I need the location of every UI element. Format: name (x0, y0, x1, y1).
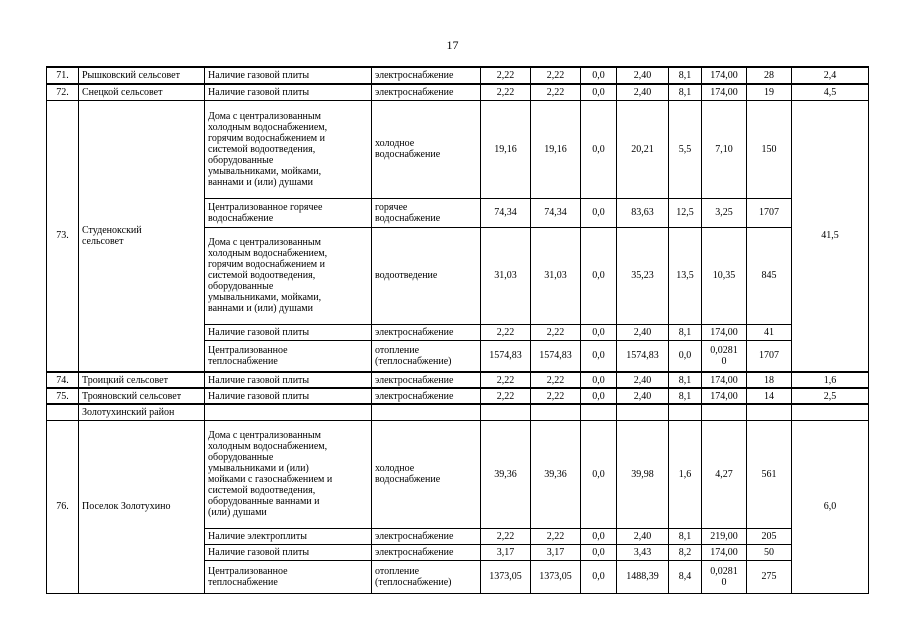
row-number: 73. (47, 100, 79, 372)
table-row (47, 372, 869, 388)
value-cell: 41,5 (792, 100, 869, 372)
utility-service: отопление (теплоснабжение) (372, 560, 481, 593)
page-number: 17 (446, 38, 459, 52)
row-number: 76. (47, 420, 79, 593)
empty-cell (372, 404, 481, 420)
improvement-description: Централизованное теплоснабжение (205, 340, 372, 372)
value-cell: 2,22 (531, 372, 581, 388)
value-cell: 2,22 (481, 528, 531, 544)
district-row (47, 404, 869, 420)
value-cell: 0,0 (581, 324, 617, 340)
value-cell: 0,0 (581, 420, 617, 528)
empty-cell (581, 404, 617, 420)
value-cell: 8,1 (669, 372, 702, 388)
improvement-description: Дома с централизованным холодным водоснабжением, горячим водоснабжением и системой водоотведения, оборудованные умывальниками, мойками, ваннами и (или) душами (205, 100, 372, 198)
value-cell: 19,16 (481, 100, 531, 198)
row-number: 74. (47, 372, 79, 388)
improvement-description: Наличие электроплиты (205, 528, 372, 544)
improvement-description: Дома с централизованным холодным водоснабжением, оборудованные умывальниками и (или) мойками с газоснабжением и системой водоотведения, оборудованные ваннами и (или) душами (205, 420, 372, 528)
table-row (47, 388, 869, 404)
value-cell: 174,00 (702, 67, 747, 84)
value-cell: 0,0 (581, 227, 617, 324)
improvement-description: Наличие газовой плиты (205, 544, 372, 560)
empty-cell (702, 404, 747, 420)
utility-service: электроснабжение (372, 324, 481, 340)
value-cell: 2,22 (481, 67, 531, 84)
value-cell: 39,36 (531, 420, 581, 528)
value-cell: 8,1 (669, 324, 702, 340)
value-cell: 14 (747, 388, 792, 404)
settlement-name: Трояновский сельсовет (79, 388, 205, 404)
value-cell: 0,0 (581, 340, 617, 372)
value-cell: 174,00 (702, 372, 747, 388)
value-cell: 0,0 (581, 544, 617, 560)
empty-cell (205, 404, 372, 420)
value-cell: 0,0 (581, 388, 617, 404)
value-cell: 2,22 (531, 388, 581, 404)
value-cell: 219,00 (702, 528, 747, 544)
utility-service: холодное водоснабжение (372, 420, 481, 528)
value-cell: 0,0 (581, 372, 617, 388)
value-cell: 18 (747, 372, 792, 388)
improvement-description: Централизованное горячее водоснабжение (205, 198, 372, 227)
empty-cell (481, 404, 531, 420)
value-cell: 2,40 (617, 84, 669, 100)
empty-cell (669, 404, 702, 420)
value-cell: 50 (747, 544, 792, 560)
value-cell: 1373,05 (531, 560, 581, 593)
value-cell: 8,1 (669, 84, 702, 100)
table-row (47, 100, 869, 198)
value-cell: 3,17 (531, 544, 581, 560)
row-number: 72. (47, 84, 79, 100)
value-cell: 19,16 (531, 100, 581, 198)
value-cell: 2,40 (617, 324, 669, 340)
table-row (47, 84, 869, 100)
district-name: Золотухинский район (79, 404, 205, 420)
value-cell: 3,17 (481, 544, 531, 560)
value-cell: 0,0 (581, 528, 617, 544)
value-cell: 2,22 (481, 84, 531, 100)
value-cell: 2,22 (531, 67, 581, 84)
table-row (47, 420, 869, 528)
value-cell: 7,10 (702, 100, 747, 198)
value-cell: 8,1 (669, 67, 702, 84)
value-cell: 39,36 (481, 420, 531, 528)
utility-service: электроснабжение (372, 84, 481, 100)
improvement-description: Наличие газовой плиты (205, 372, 372, 388)
row-number: 75. (47, 388, 79, 404)
value-cell: 3,43 (617, 544, 669, 560)
value-cell: 0,0 (581, 198, 617, 227)
value-cell: 1574,83 (481, 340, 531, 372)
value-cell: 0,0281 0 (702, 340, 747, 372)
value-cell: 0,0 (581, 560, 617, 593)
value-cell: 174,00 (702, 544, 747, 560)
utility-service: отопление (теплоснабжение) (372, 340, 481, 372)
value-cell: 13,5 (669, 227, 702, 324)
value-cell: 205 (747, 528, 792, 544)
value-cell: 2,4 (792, 67, 869, 84)
value-cell: 2,22 (481, 372, 531, 388)
value-cell: 2,5 (792, 388, 869, 404)
value-cell: 0,0 (581, 84, 617, 100)
value-cell: 275 (747, 560, 792, 593)
utility-service: электроснабжение (372, 67, 481, 84)
value-cell: 4,5 (792, 84, 869, 100)
value-cell: 845 (747, 227, 792, 324)
settlement-name: Рышковский сельсовет (79, 67, 205, 84)
value-cell: 28 (747, 67, 792, 84)
improvement-description: Наличие газовой плиты (205, 84, 372, 100)
value-cell: 2,22 (531, 84, 581, 100)
settlement-name: Поселок Золотухино (79, 420, 205, 593)
value-cell: 2,22 (481, 324, 531, 340)
improvement-description: Дома с централизованным холодным водоснабжением, горячим водоснабжением и системой водоотведения, оборудованные умывальниками, мойками, ваннами и (или) душами (205, 227, 372, 324)
value-cell: 35,23 (617, 227, 669, 324)
value-cell: 19 (747, 84, 792, 100)
value-cell: 5,5 (669, 100, 702, 198)
utility-service: электроснабжение (372, 544, 481, 560)
value-cell: 8,4 (669, 560, 702, 593)
empty-cell (47, 404, 79, 420)
tariff-table (46, 66, 869, 594)
improvement-description: Централизованное теплоснабжение (205, 560, 372, 593)
value-cell: 561 (747, 420, 792, 528)
value-cell: 39,98 (617, 420, 669, 528)
value-cell: 8,1 (669, 388, 702, 404)
value-cell: 1574,83 (617, 340, 669, 372)
utility-service: водоотведение (372, 227, 481, 324)
value-cell: 74,34 (531, 198, 581, 227)
settlement-name: Студенокский сельсовет (79, 100, 205, 372)
value-cell: 2,22 (531, 324, 581, 340)
value-cell: 6,0 (792, 420, 869, 593)
value-cell: 1488,39 (617, 560, 669, 593)
value-cell: 1707 (747, 340, 792, 372)
value-cell: 12,5 (669, 198, 702, 227)
value-cell: 8,2 (669, 544, 702, 560)
utility-service: электроснабжение (372, 528, 481, 544)
value-cell: 1,6 (669, 420, 702, 528)
value-cell: 2,22 (531, 528, 581, 544)
utility-service: горячее водоснабжение (372, 198, 481, 227)
value-cell: 2,22 (481, 388, 531, 404)
settlement-name: Снецкой сельсовет (79, 84, 205, 100)
value-cell: 31,03 (481, 227, 531, 324)
value-cell: 0,0 (581, 67, 617, 84)
value-cell: 1574,83 (531, 340, 581, 372)
value-cell: 20,21 (617, 100, 669, 198)
value-cell: 3,25 (702, 198, 747, 227)
value-cell: 0,0 (669, 340, 702, 372)
value-cell: 0,0281 0 (702, 560, 747, 593)
utility-service: холодное водоснабжение (372, 100, 481, 198)
value-cell: 83,63 (617, 198, 669, 227)
row-number: 71. (47, 67, 79, 84)
value-cell: 174,00 (702, 324, 747, 340)
improvement-description: Наличие газовой плиты (205, 67, 372, 84)
value-cell: 74,34 (481, 198, 531, 227)
value-cell: 2,40 (617, 67, 669, 84)
value-cell: 174,00 (702, 84, 747, 100)
improvement-description: Наличие газовой плиты (205, 324, 372, 340)
settlement-name: Троицкий сельсовет (79, 372, 205, 388)
value-cell: 31,03 (531, 227, 581, 324)
value-cell: 2,40 (617, 528, 669, 544)
value-cell: 10,35 (702, 227, 747, 324)
value-cell: 174,00 (702, 388, 747, 404)
value-cell: 2,40 (617, 388, 669, 404)
empty-cell (531, 404, 581, 420)
utility-service: электроснабжение (372, 372, 481, 388)
improvement-description: Наличие газовой плиты (205, 388, 372, 404)
value-cell: 1707 (747, 198, 792, 227)
value-cell: 4,27 (702, 420, 747, 528)
value-cell: 0,0 (581, 100, 617, 198)
empty-cell (747, 404, 792, 420)
empty-cell (792, 404, 869, 420)
utility-service: электроснабжение (372, 388, 481, 404)
value-cell: 150 (747, 100, 792, 198)
value-cell: 2,40 (617, 372, 669, 388)
empty-cell (617, 404, 669, 420)
value-cell: 1,6 (792, 372, 869, 388)
value-cell: 41 (747, 324, 792, 340)
value-cell: 1373,05 (481, 560, 531, 593)
table-row (47, 67, 869, 84)
value-cell: 8,1 (669, 528, 702, 544)
